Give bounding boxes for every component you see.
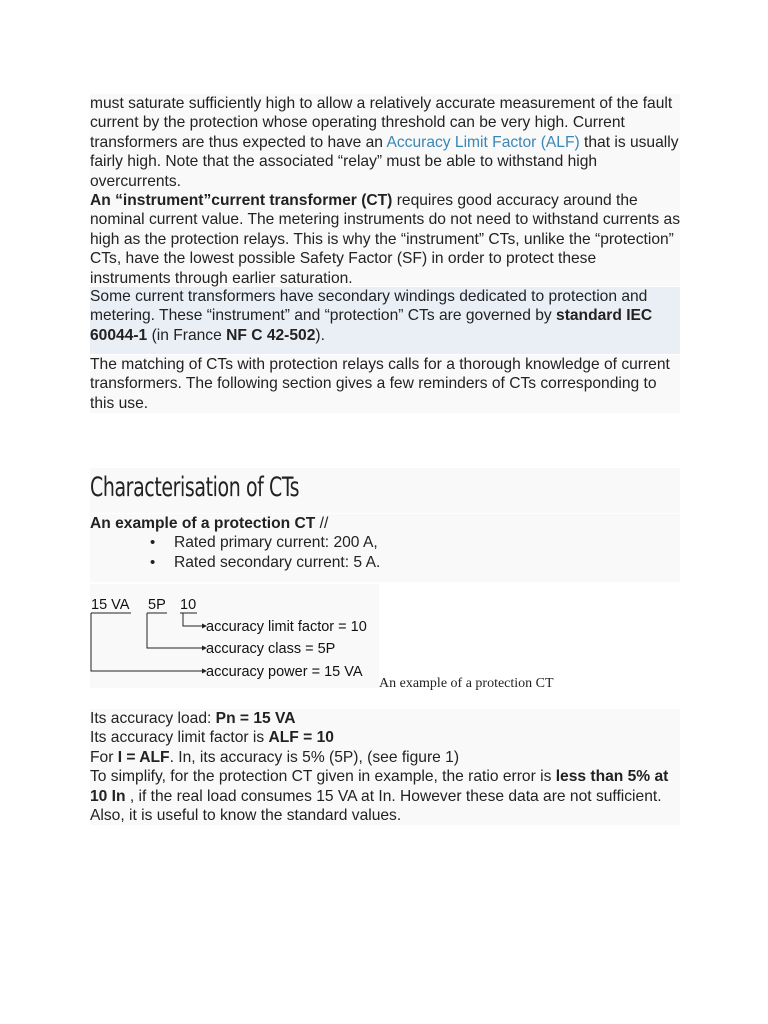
- standard-iec: standard IEC 60044-1: [90, 307, 653, 344]
- detail-bold: Pn = 15 VA: [215, 710, 296, 727]
- ct-diagram: [90, 584, 379, 688]
- connector-factor: [183, 613, 202, 626]
- details-section: [90, 709, 680, 825]
- detail-bold: ALF = 10: [268, 729, 334, 747]
- detail-text: Its accuracy load:: [90, 710, 216, 727]
- example-list: [90, 533, 680, 572]
- accuracy-load-line: [90, 709, 680, 728]
- example-title-bold: An example of a protection CT: [90, 515, 316, 532]
- instrument-ct-paragraph: [90, 191, 680, 288]
- detail-bold: I = ALF: [117, 748, 170, 766]
- detail-text: , if the real load consumes 15 VA at In. However these data are not sufficient. Also, it is useful to know the standard values.: [90, 787, 662, 825]
- connector-class: [147, 613, 202, 648]
- accuracy-limit-line: [90, 728, 680, 747]
- figure-label-va: 15 VA: [91, 597, 130, 613]
- figure-desc-power: accuracy power = 15 VA: [206, 664, 363, 680]
- ct-figure: [90, 584, 379, 688]
- intro-section: [90, 94, 680, 286]
- example-title-rest: //: [315, 515, 329, 532]
- standard-nfc: NF C 42-502: [226, 326, 316, 344]
- standards-text: Some current transformers have secondary windings dedicated to protection and metering. These “instrument” and “protection” CTs are governed by: [90, 288, 648, 325]
- figure-desc-factor: accuracy limit factor = 10: [206, 619, 367, 635]
- standards-end: ).: [315, 326, 325, 344]
- intro-paragraph: [90, 94, 680, 191]
- figure-desc-class: accuracy class = 5P: [206, 641, 336, 657]
- section-heading-text: Characterisation of CTs: [90, 472, 300, 503]
- standards-mid: (in France: [147, 326, 227, 344]
- intro-text-end: that is usually fairly high. Note that the associated “relay” must be able to withstand high overcurrents.: [90, 133, 679, 190]
- alf-line: [90, 748, 680, 767]
- list-item: • Rated secondary current: 5 A.: [174, 553, 680, 572]
- alf-link[interactable]: Accuracy Limit Factor (ALF): [386, 133, 580, 151]
- section-heading: [90, 468, 550, 513]
- example-section: [90, 514, 680, 582]
- detail-text: For: [90, 748, 118, 766]
- figure-label-class: 5P: [148, 597, 166, 613]
- detail-bold: less than 5% at 10 In: [90, 768, 669, 805]
- detail-text: Its accuracy limit factor is: [90, 729, 269, 747]
- simplify-paragraph: [90, 767, 680, 825]
- figure-caption: An example of a protection CT: [379, 676, 554, 691]
- matching-paragraph: The matching of CTs with protection relays calls for a thorough knowledge of current transformers. The following section gives a few reminders of CTs corresponding to this use.: [90, 356, 670, 412]
- standards-paragraph: [90, 287, 680, 345]
- detail-text: To simplify, for the protection CT given in example, the ratio error is: [90, 768, 556, 786]
- example-title: [90, 514, 680, 533]
- list-item: • Rated primary current: 200 A,: [174, 533, 680, 552]
- matching-section: [90, 355, 680, 413]
- figure-label-factor: 10: [180, 597, 197, 613]
- intro-text: must saturate sufficiently high to allow a relatively accurate measurement of the fault current by the protection whose operating threshold can be very high. Current transformers are thus expected to have an: [90, 95, 673, 151]
- instrument-ct-text: requires good accuracy around the nominal current value. The metering instruments do not need to withstand currents as high as the protection relays. This is why the “instrument” CTs, unlike the “protection” CTs, have the lowest possible Safety Factor (SF) in order to protect these instruments through earlier saturation.: [90, 192, 680, 287]
- detail-text: . In, its accuracy is 5% (5P), (see figure 1): [169, 748, 460, 766]
- standards-note: [90, 287, 680, 354]
- instrument-ct-term: An “instrument”current transformer (CT): [90, 192, 393, 210]
